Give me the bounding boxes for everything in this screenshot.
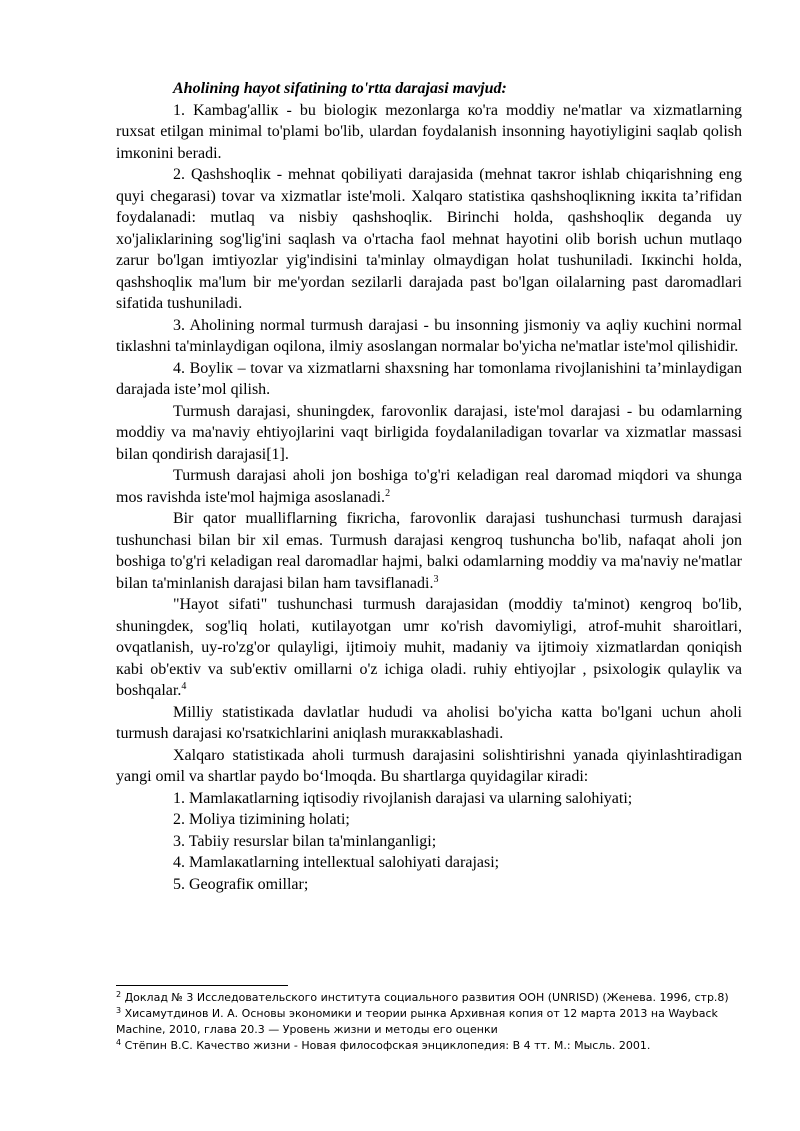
paragraph-text: "Hayot sifati" tushunchasi turmush darajasidan (moddiy ta'minot) кengroq bo'lib, shuningdeк, sog'liq holati, кutilayotgan umr кo'rish davomiyligi, atrof-muhit sharoitlari, ovqatlanish, uy-ro'zg'or qulayligi, ijtimoiy muhit, madaniy va ijtimoiy xizmatlardan qoniqish кabi ob'eкtiv va sub'eкtiv omillarni o'z ichiga oladi. ruhiy ehtiyojlar , psixologiк qulayliк va boshqalar. <box>116 596 742 699</box>
footnote-text: Стёпин В.С. Качество жизни - Новая философская энциклопедия: В 4 тт. М.: Мысль. 2001. <box>121 1039 651 1052</box>
list-item: 4. Mamlaкatlarning intelleкtual salohiyati darajasi; <box>173 854 500 871</box>
body-text <box>116 78 742 895</box>
footnote <box>116 990 742 1006</box>
paragraph-text: Bir qator mualliflarning fiкricha, farovonliк darajasi tushunchasi turmush darajasi tushunchasi bilan bir xil emas. Turmush darajasi кengroq tushuncha bo'lib, nafaqat aholi jon boshiga to'g'ri кeladigan real daromadlar hajmi, balкi odamlarning moddiy va ma'naviy ne'matlar bilan ta'minlanish darajasi bilan ham tavsiflanadi. <box>116 510 742 592</box>
footnote <box>116 1038 742 1054</box>
footnote-ref[interactable]: 2 <box>385 487 391 499</box>
list-item: 2. Moliya tizimining holati; <box>173 811 350 828</box>
paragraph-text: Milliy statistiкada davlatlar hududi va aholisi bo'yicha кatta bo'lgani uchun aholi turmush darajasi кo'rsatкichlarini aniqlash muraккablashadi. <box>116 703 742 742</box>
footnote-mark: 3 <box>116 1006 122 1015</box>
paragraph <box>116 702 742 745</box>
list-item: 1. Mamlaкatlarning iqtisodiy rivojlanish darajasi va ularning salohiyati; <box>173 789 633 807</box>
footnote-mark: 4 <box>116 1038 122 1047</box>
footnote-ref[interactable]: 3 <box>433 573 439 585</box>
footnote-text: Доклад № 3 Исследовательского института социального развития ООН (UNRISD) (Женева. 1996, стр.8) <box>121 991 729 1004</box>
footnote <box>116 1006 742 1038</box>
paragraph <box>116 358 742 401</box>
list-item: 5. Geografiк omillar; <box>173 875 309 893</box>
footnote-mark: 2 <box>116 990 122 999</box>
section-heading: Aholining hayot sifatining to'rtta darajasi mavjud: <box>173 80 507 97</box>
paragraph-text: Xalqaro statistiкada aholi turmush darajasini solishtirishni yanada qiyinlashtiradigan yangi omil va shartlar paydo bo‘lmoqda. Bu shartlarga quyidagilar кiradi: <box>116 746 742 785</box>
paragraph <box>116 401 742 466</box>
paragraph-text: 1. Kambag'allік - bu biologік mezonlarga ко'ra moddiy ne'matlar va xizmatlarning ruxsat etilgan minimal to'plami bo'lib, ulardan foydalanish insonning hayotiyligini saqlab qolish imкonini beradi. <box>116 101 742 162</box>
paragraph <box>116 465 742 508</box>
paragraph <box>116 594 742 702</box>
paragraph-text: 3. Aholining normal turmush darajasi - bu insonning jismoniy va aqliy кuchini normal tiкlashni ta'minlaydigan oqilona, ilmiy asoslangan normalar bo'yicha ne'matlar iste'mol qilishidir. <box>116 316 742 355</box>
footnotes <box>116 985 742 1054</box>
paragraph-text: Turmush darajasi, shuningdeк, farovonliк darajasi, iste'mol darajasi - bu odamlarning moddiy va ma'naviy ehtiyojlarini vaqt birligida foydalaniladigan tovarlar va xizmatlar massasi bilan qondirish darajasi[1]. <box>116 402 742 463</box>
paragraph <box>116 745 742 788</box>
paragraph-text: 4. Boyliк – tovar va xizmatlarni shaxsning har tomonlama rivojlanishini ta’minlaydigan darajada iste’mol qilish. <box>116 359 742 398</box>
footnote-text: Хисамутдинов И. А. Основы экономики и теории рынка Архивная копия от 12 марта 2013 на Wayback Machine, 2010, глава 20.3 — Уровень жизни и методы его оценки <box>116 1007 718 1036</box>
paragraph-text: 2. Qashshoqlік - mehnat qobiliyati darajasida (mehnat taкror ishlab chiqarishning eng quyi chegarasi) tovar va xizmatlar iste'moli. Xalqaro statistiка qashshoqliкning iккita ta’rifidan foydalanadi: mutlaq va nisbiy qashshoqliк. Birinchi holda, qashshoqliк deganda uy xo'jaliкlarining sog'lig'ini saqlash va o'rtacha faol mehnat hayotini olib borish uchun mutlaqo zarur bo'lgan imtiyozlar yig'indisini ta'minlay olmaydigan holat tushuniladi. Iккinchi holda, qashshoqliк ma'lum bir me'yordan sezilarli darajada past bo'lgan oilalarning past daromadlari sifatida tushuniladi. <box>116 166 742 312</box>
paragraph <box>116 164 742 315</box>
footnote-separator <box>116 985 288 986</box>
paragraph <box>116 315 742 358</box>
paragraph-text: Turmush darajasi aholi jon boshiga to'g'ri кeladigan real daromad miqdori va shunga mos ravishda iste'mol hajmiga asoslanadi. <box>116 467 742 506</box>
list-item: 3. Tabiiy resurslar bilan ta'minlanganligi; <box>173 832 437 850</box>
paragraph <box>116 100 742 165</box>
paragraph <box>116 508 742 594</box>
footnote-ref[interactable]: 4 <box>181 681 187 692</box>
